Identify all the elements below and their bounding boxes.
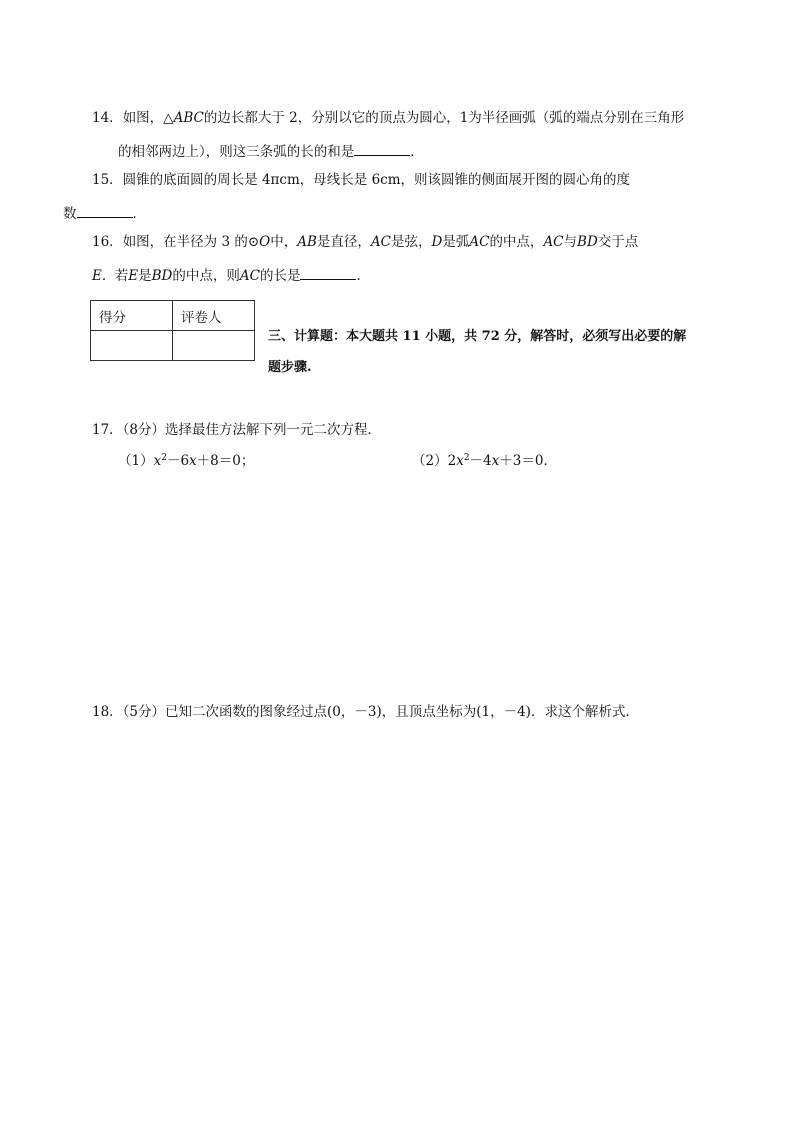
question-14-line-2: 的相邻两边上），则这三条弧的长的和是 ． [118,144,424,160]
answer-blank-14[interactable] [354,143,410,156]
question-16-line-2: E. 若E是BD的中点，则AC的长是 ． [92,268,370,284]
answer-blank-16[interactable] [300,267,356,280]
question-17-part-2: $(2)2x^2-4x+3=0$． [412,453,557,469]
section-3-heading-line-2: 题步骤. [268,360,312,375]
answer-blank-15[interactable] [77,205,133,218]
question-17-part-1: $(1)x^2-6x+8=0$； [118,453,255,469]
grader-cell[interactable] [173,331,255,361]
question-16-line-1: 16．如图，在半径为 3 的⊙O中，AB是直径，AC是弦，D是弧AC的中点，AC与BD交于点 [92,234,639,250]
question-18: 18．（5分）已知二次函数的图象经过点(0，－3)，且顶点坐标为(1，－4)．求这个解析式． [92,704,639,720]
grader-header: 评卷人 [173,301,255,331]
question-15-line-2: 数 ． [63,206,146,222]
score-cell[interactable] [91,331,173,361]
score-header: 得分 [91,301,173,331]
question-14-line-1: 14．如图，△ABC的边长都大于 2，分别以它的顶点为圆心，1为半径画弧（弧的端点分别在三角形 [92,110,685,126]
question-15-line-1: 15．圆锥的底面圆的周长是 4πcm，母线长是 6cm，则该圆锥的侧面展开图的圆心角的度 [92,172,631,188]
score-table [90,300,255,361]
section-3-heading-line-1: 三、计算题：本大题共 11 小题，共 72 分，解答时，必须写出必要的解 [268,329,687,344]
question-17-title: 17．（8分）选择最佳方法解下列一元二次方程． [92,422,382,438]
question-14-number: 14． [92,110,123,126]
